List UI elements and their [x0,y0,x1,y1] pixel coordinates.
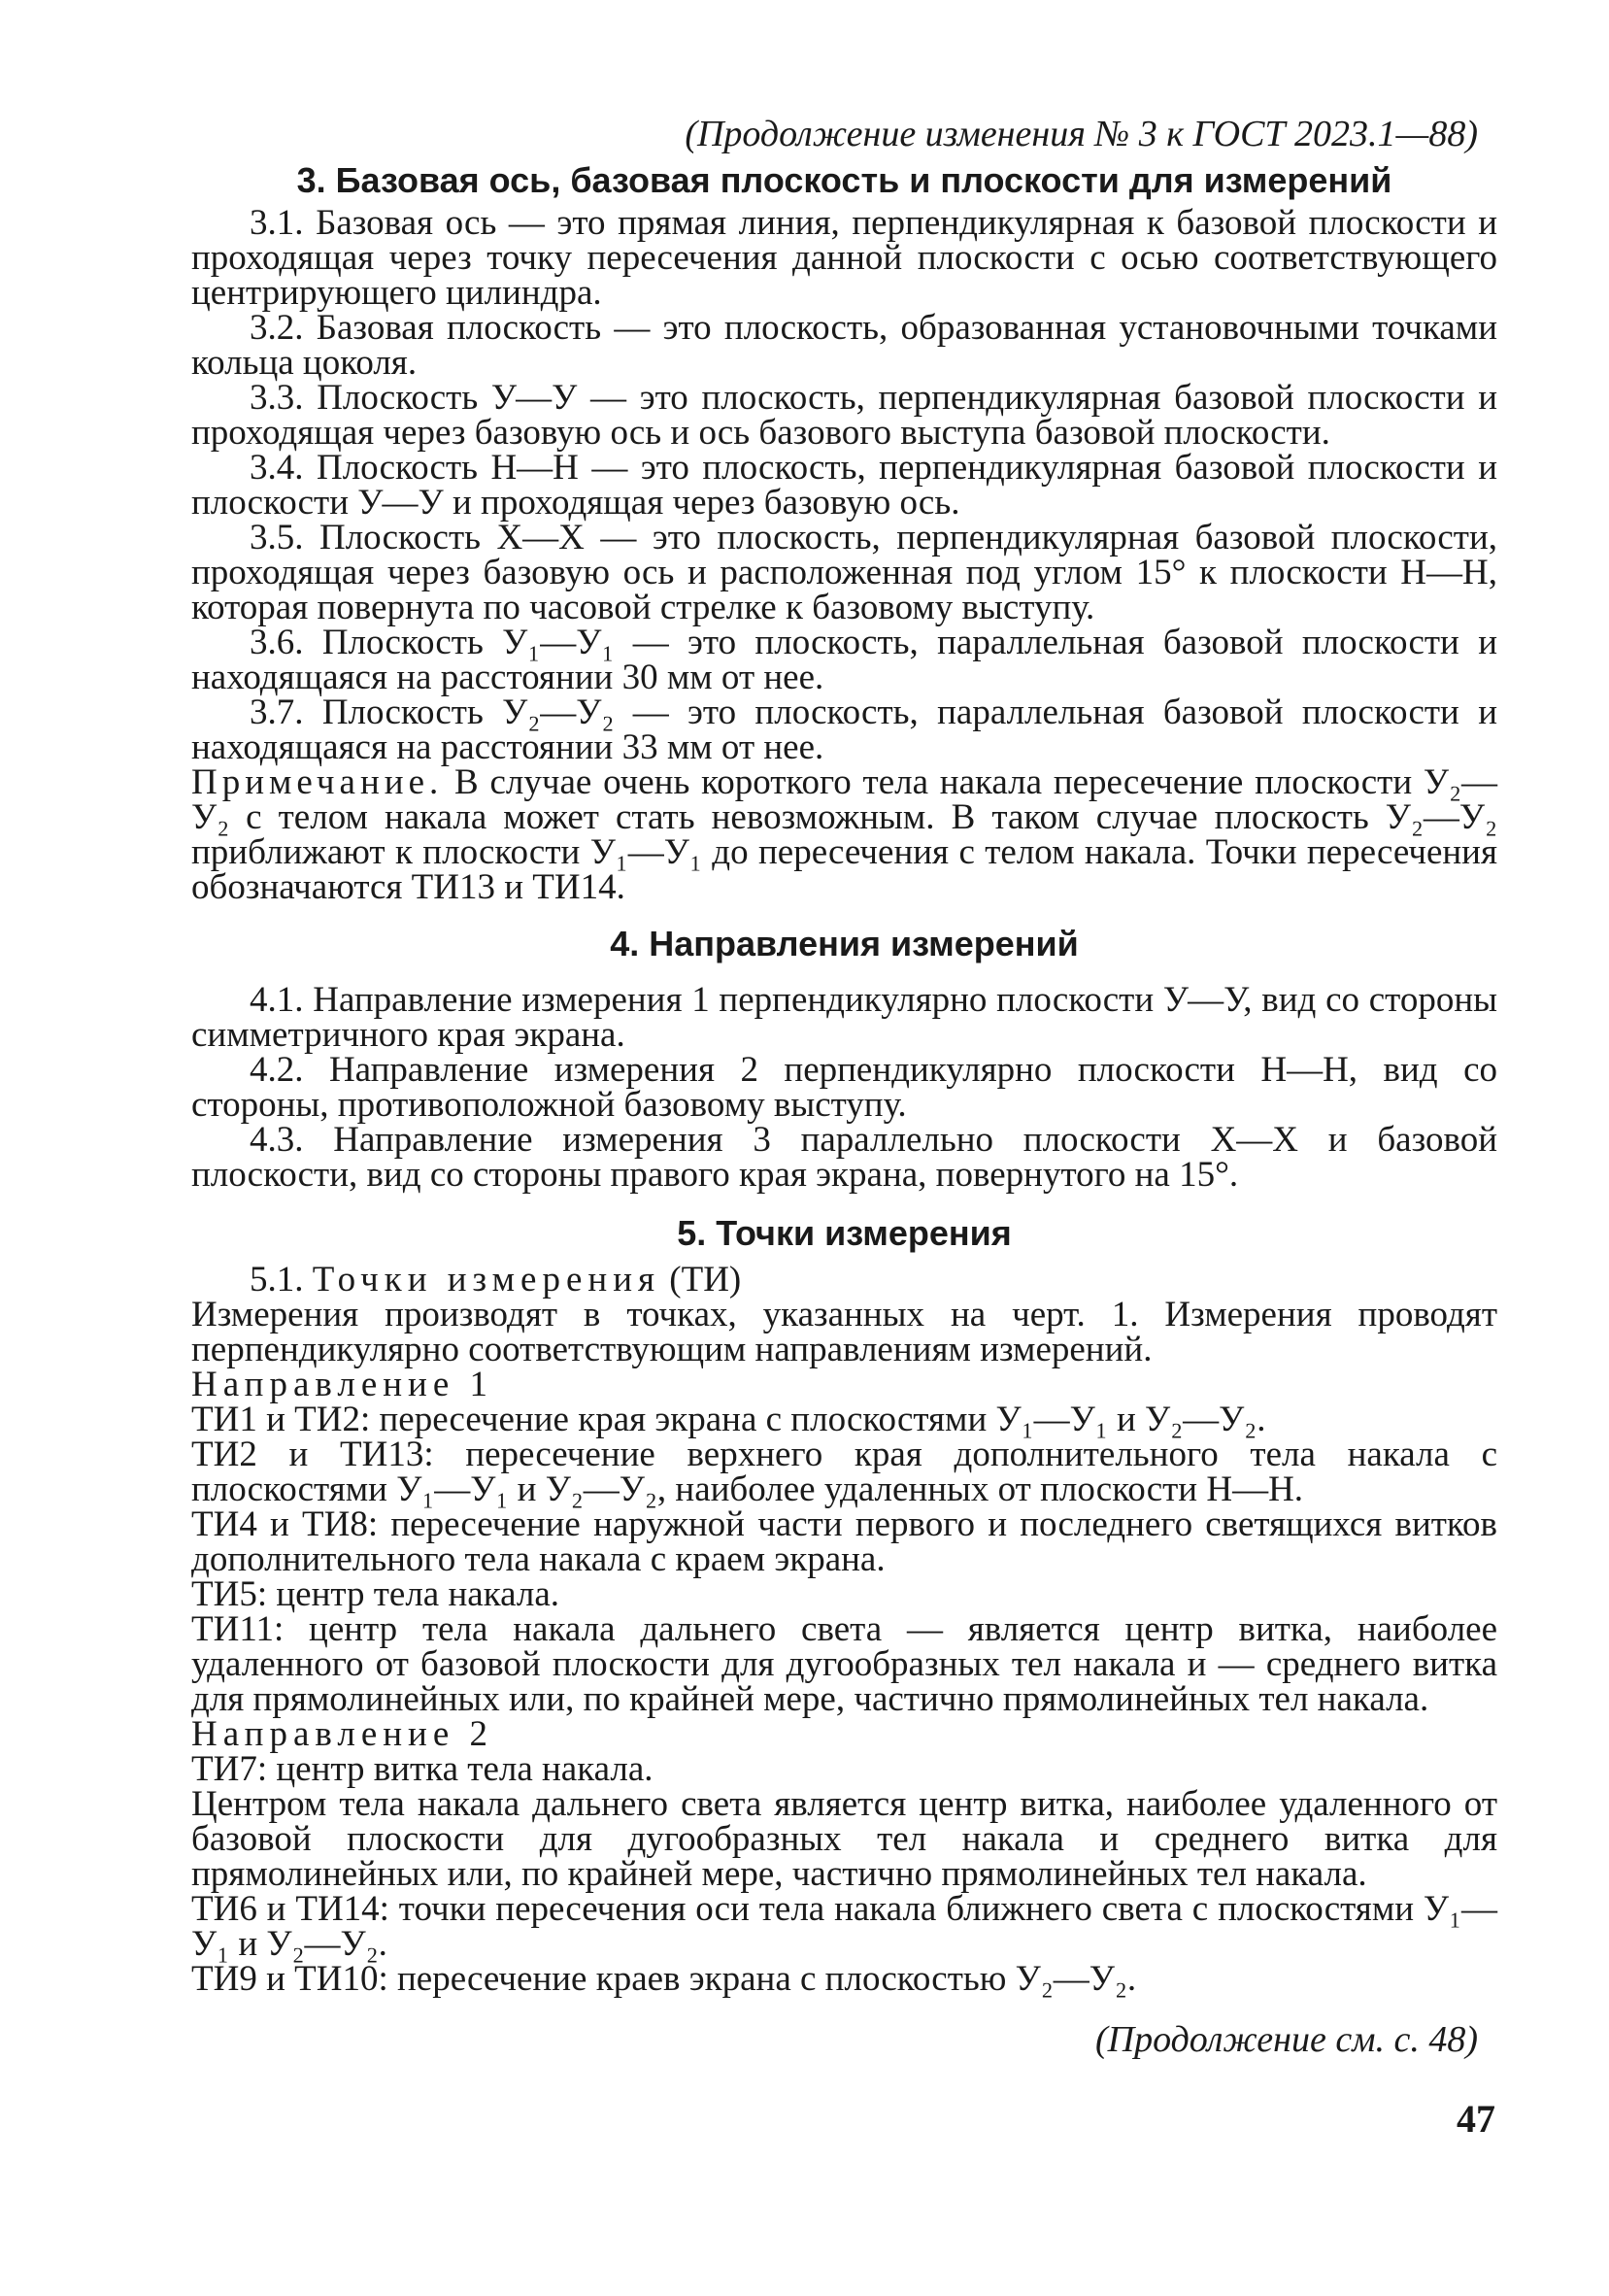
direction-1-item-5: ТИ11: центр тела накала дальнего света — является центр витка, наиболее удаленного от базовой плоскости для дугообразных тел накала и — среднего витка для прямолинейных или, по крайней мере, частично прямолинейных тел накала. [191,1609,1497,1719]
direction-1-item-2: ТИ2 и ТИ13: пересечение верхнего края дополнительного тела накала с плоскостями У₁—У₁ и У₂—У₂, наиболее удаленных от плоскости Н—Н. [191,1435,1497,1509]
subsection-number: 5.1. [250,1260,304,1300]
paragraph-4-1: 4.1. Направление измерения 1 перпендикулярно плоскости У—У, вид со стороны симметричного края экрана. [191,980,1497,1055]
paragraph-3-6: 3.6. Плоскость У₁—У₁ — это плоскость, параллельная базовой плоскости и находящаяся на расстоянии 30 мм от нее. [191,623,1497,697]
section-5-title: 5. Точки измерения [677,1213,1012,1253]
continuation-footer: (Продолжение см. с. 48) [1094,2019,1478,2060]
measurement-intro: Измерения производят в точках, указанных на черт. 1. Измерения проводят перпендикулярно соответствующим направлениям измерений. [191,1295,1497,1369]
paragraph-4-2: 4.2. Направление измерения 2 перпендикулярно плоскости Н—Н, вид со стороны, противоположной базовому выступу. [191,1050,1497,1125]
direction-2-item-4: ТИ9 и ТИ10: пересечение краев экрана с плоскостью У₂—У₂. [191,1959,1137,1999]
note-label: Примечание. [191,762,444,802]
document-page [191,114,1497,2060]
direction-2-item-3: ТИ6 и ТИ14: точки пересечения оси тела накала ближнего света с плоскостями У₁—У₁ и У₂—У₂. [191,1889,1497,1964]
paragraph-3-1: 3.1. Базовая ось — это прямая линия, перпендикулярная к базовой плоскости и проходящая через точку пересечения данной плоскости с осью соответствующего центрирующего цилиндра. [191,203,1497,313]
direction-2-label: Направление 2 [191,1714,494,1754]
paragraph-3-4: 3.4. Плоскость Н—Н — это плоскость, перпендикулярная базовой плоскости и плоскости У—У и проходящая через базовую ось. [191,448,1497,523]
paragraph-3-2: 3.2. Базовая плоскость — это плоскость, образованная установочными точками кольца цоколя. [191,308,1497,383]
section-4-title: 4. Направления измерений [610,924,1079,963]
subsection-5-1-heading [191,1260,1497,1300]
note-text: В случае очень короткого тела накала пересечение плоскости У₂—У₂ с телом накала может стать невозможным. В таком случае плоскость У₂—У₂ приближают к плоскости У₁—У₁ до пересечения с телом накала. Точки пересечения обозначаются ТИ13 и ТИ14. [191,762,1497,907]
direction-1-label: Направление 1 [191,1365,494,1404]
subsection-label: Точки измерения [312,1260,661,1300]
paragraph-4-3: 4.3. Направление измерения 3 параллельно плоскости Х—Х и базовой плоскости, вид со стороны правого края экрана, повернутого на 15°. [191,1120,1497,1195]
note-paragraph [191,762,1497,907]
continuation-header: (Продолжение изменения № 3 к ГОСТ 2023.1—88) [685,114,1478,154]
page-number: 47 [1457,2097,1495,2141]
subsection-abbr: (ТИ) [669,1260,742,1300]
direction-2-item-2: Центром тела накала дальнего света является центр витка, наиболее удаленного от базовой плоскости для дугообразных тел накала и среднего витка для прямолинейных или, по крайней мере, частично прямолинейных тел накала. [191,1784,1497,1894]
section-3-title: 3. Базовая ось, базовая плоскость и плоскости для измерений [296,160,1392,200]
paragraph-3-5: 3.5. Плоскость Х—Х — это плоскость, перпендикулярная базовой плоскости, проходящая через базовую ось и расположенная под углом 15° к плоскости Н—Н, которая повернута по часовой стрелке к базовому выступу. [191,518,1497,627]
direction-1-item-3: ТИ4 и ТИ8: пересечение наружной части первого и последнего светящихся витков дополнительного тела накала с краем экрана. [191,1504,1497,1579]
direction-2-item-1: ТИ7: центр витка тела накала. [191,1749,654,1789]
direction-1-item-1: ТИ1 и ТИ2: пересечение края экрана с плоскостями У₁—У₁ и У₂—У₂. [191,1400,1266,1439]
paragraph-3-3: 3.3. Плоскость У—У — это плоскость, перпендикулярная базовой плоскости и проходящая через базовую ось и ось базового выступа базовой плоскости. [191,378,1497,453]
paragraph-3-7: 3.7. Плоскость У₂—У₂ — это плоскость, параллельная базовой плоскости и находящаяся на расстоянии 33 мм от нее. [191,692,1497,767]
direction-1-item-4: ТИ5: центр тела накала. [191,1574,559,1614]
